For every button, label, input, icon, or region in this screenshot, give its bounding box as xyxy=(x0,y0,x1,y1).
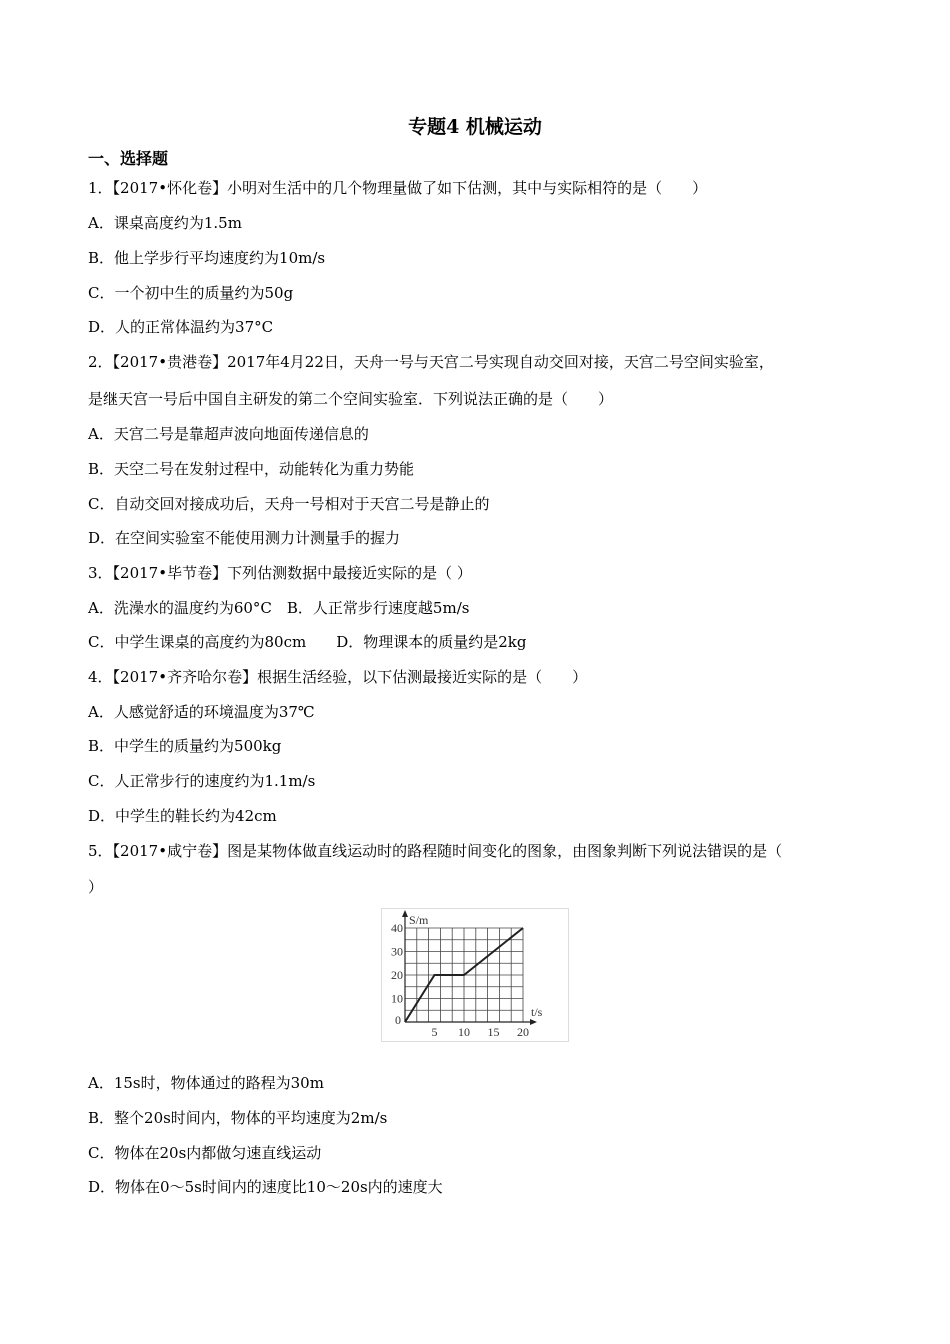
question-1-option-d: D．人的正常体温约为37°C xyxy=(88,318,274,336)
question-1-option-c: C．一个初中生的质量约为50g xyxy=(88,284,294,302)
question-2-option-a: A．天宫二号是靠超声波向地面传递信息的 xyxy=(88,425,369,443)
section-heading: 一、选择题 xyxy=(88,149,169,168)
y-tick-label: 30 xyxy=(391,944,403,959)
question-5-option-a: A．15s时，物体通过的路程为30m xyxy=(88,1074,324,1092)
x-tick-label: 10 xyxy=(458,1025,470,1039)
question-2-option-d: D．在空间实验室不能使用测力计测量手的握力 xyxy=(88,529,401,547)
question-1-stem: 1．【2017•怀化卷】小明对生活中的几个物理量做了如下估测，其中与实际相符的是（ ） xyxy=(88,179,708,197)
question-4-option-b: B．中学生的质量约为500kg xyxy=(88,737,282,755)
question-3-options-ab: A．洗澡水的温度约为60°C B．人正常步行速度越5m/s xyxy=(88,599,470,617)
question-3-stem: 3．【2017•毕节卷】下列估测数据中最接近实际的是（ ） xyxy=(88,564,472,582)
question-4-option-a: A．人感觉舒适的环境温度为37℃ xyxy=(88,703,315,721)
distance-time-graph xyxy=(381,908,569,1042)
graph-svg xyxy=(381,908,569,1042)
y-tick-label: 10 xyxy=(391,991,403,1006)
x-tick-label: 20 xyxy=(517,1025,529,1039)
question-2-option-b: B．天空二号在发射过程中，动能转化为重力势能 xyxy=(88,460,415,478)
question-5-stem-cont: ） xyxy=(88,878,104,896)
y-tick-label: 20 xyxy=(391,968,403,982)
question-5-option-d: D．物体在0～5s时间内的速度比10～20s内的速度大 xyxy=(88,1178,443,1196)
question-2-stem-cont: 是继天宫一号后中国自主研发的第二个空间实验室．下列说法正确的是（ ） xyxy=(88,390,614,408)
x-tick-label: 15 xyxy=(487,1025,500,1039)
question-5-option-c: C．物体在20s内都做匀速直线运动 xyxy=(88,1144,322,1162)
question-4-option-d: D．中学生的鞋长约为42cm xyxy=(88,807,277,825)
page-title: 专题4 机械运动 xyxy=(408,116,542,138)
origin-label: 0 xyxy=(395,1013,401,1027)
question-4-stem: 4．【2017•齐齐哈尔卷】根据生活经验，以下估测最接近实际的是（ ） xyxy=(88,668,588,686)
y-tick-label: 40 xyxy=(391,921,403,935)
question-2-option-c: C．自动交回对接成功后，天舟一号相对于天宫二号是静止的 xyxy=(88,495,490,513)
x-tick-label: 5 xyxy=(431,1025,438,1039)
question-5-stem: 5．【2017•咸宁卷】图是某物体做直线运动时的路程随时间变化的图象，由图象判断下列说法错误的是（ xyxy=(88,842,783,860)
question-5-option-b: B．整个20s时间内，物体的平均速度为2m/s xyxy=(88,1109,388,1127)
question-3-options-cd: C．中学生课桌的高度约为80cm D．物理课本的质量约是2kg xyxy=(88,633,527,651)
question-2-stem: 2．【2017•贵港卷】2017年4月22日，天舟一号与天宫二号实现自动交回对接，天宫二号空间实验室， xyxy=(88,353,774,371)
y-axis-label: S/m xyxy=(409,913,429,927)
question-4-option-c: C．人正常步行的速度约为1.1m/s xyxy=(88,772,316,790)
question-1-option-b: B．他上学步行平均速度约为10m/s xyxy=(88,249,326,267)
question-1-option-a: A．课桌高度约为1.5m xyxy=(88,214,242,232)
x-axis-label: t/s xyxy=(531,1005,543,1019)
